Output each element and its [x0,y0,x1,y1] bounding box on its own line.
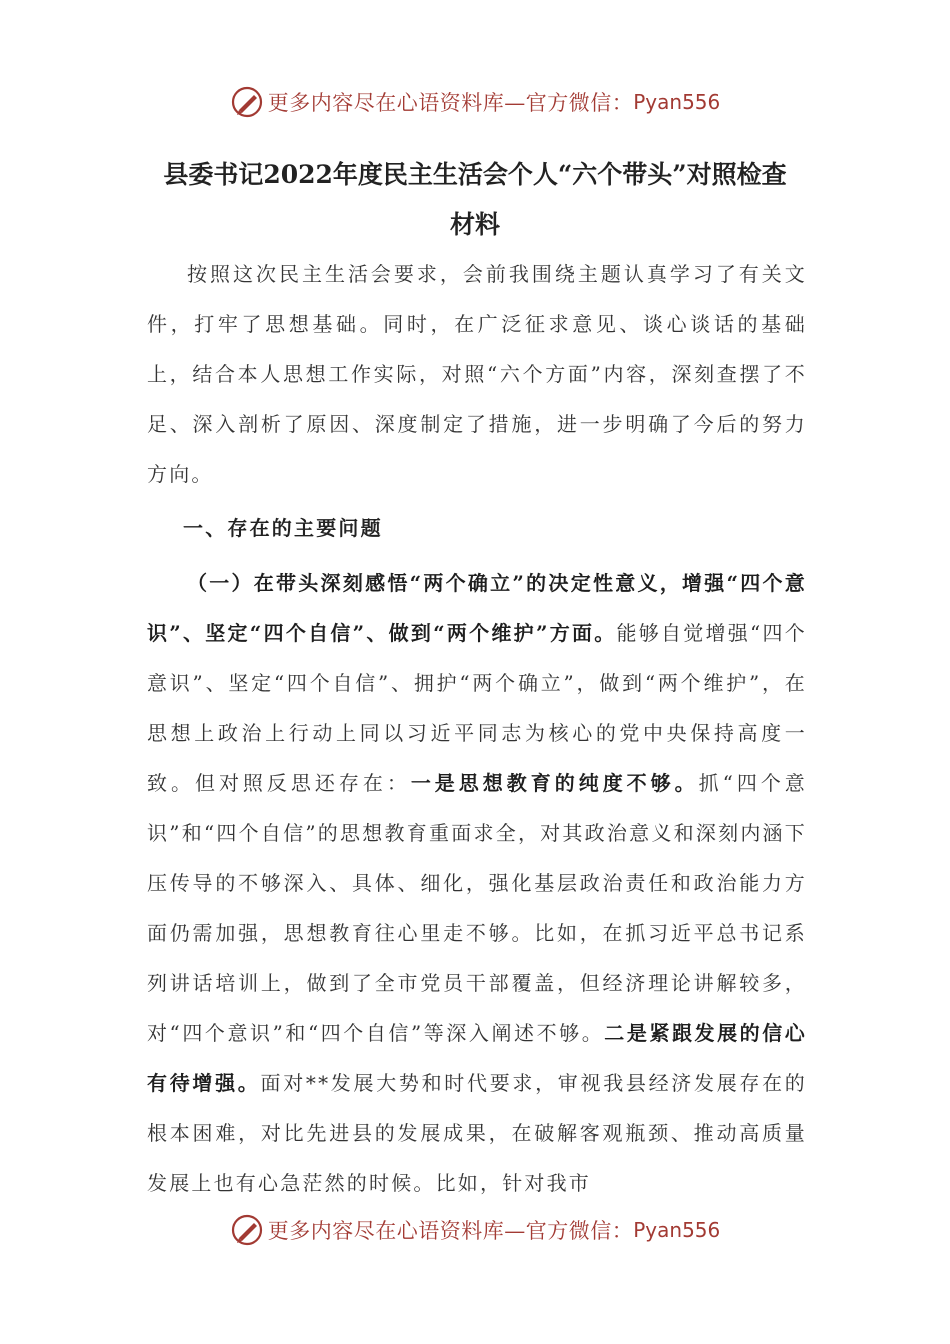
item-1-text: 能够自觉增强“四个意识”、坚定“四个自信”、拥护“两个确立”，做到“两个维护”，在思想上政治上行动上同以习近平同志为核心的党中央保持高度一致。但对照反思还存在： [147,621,808,795]
section-heading-1: 一、存在的主要问题 [183,516,383,540]
intro-paragraph: 按照这次民主生活会要求，会前我围绕主题认真学习了有关文件，打牢了思想基础。同时，在广泛征求意见、谈心谈话的基础上，结合本人思想工作实际，对照“六个方面”内容，深刻查摆了不足、深入剖析了原因、深度制定了措施，进一步明确了今后的努力方向。 [147,262,807,486]
header-watermark-banner [0,80,950,124]
banner-text: 更多内容尽在心语资料库—官方微信： [267,91,634,115]
item-1-paragraph [147,558,807,1208]
document-body [147,249,807,1208]
point-2-heading: 二是紧跟发展的信心有待增强。 [147,1021,807,1095]
title-line-2: 材料 [449,210,500,239]
banner-wechat-id: Pyan556 [633,1218,721,1242]
document-title [110,150,840,250]
pen-logo-icon [230,1213,264,1247]
banner-text: 更多内容尽在心语资料库—官方微信： [267,1219,634,1243]
item-1-heading: （一）在带头深刻感悟“两个确立”的决定性意义，增强“四个意识”、坚定“四个自信”、做到“两个维护”方面。 [147,571,807,645]
footer-watermark-banner [0,1208,950,1252]
title-line-1: 县委书记2022年度民主生活会个人“六个带头”对照检查 [163,160,787,189]
point-1-heading: 一是思想教育的纯度不够。 [410,771,699,795]
point-1-text: 抓“四个意识”和“四个自信”的思想教育重面求全，对其政治意义和深刻内涵下压传导的不够深入、具体、细化，强化基层政治责任和政治能力方面仍需加强，思想教育往心里走不够。比如，在抓习近平总书记系列讲话培训上，做到了全市党员干部覆盖，但经济理论讲解较多，对“四个意识”和“四个自信”等深入阐述不够。 [147,771,807,1045]
banner-wechat-id: Pyan556 [633,90,721,114]
pen-logo-icon [230,85,264,119]
point-2-text: 面对**发展大势和时代要求，审视我县经济发展存在的根本困难，对比先进县的发展成果，在破解客观瓶颈、推动高质量发展上也有心急茫然的时候。比如，针对我市 [147,1071,807,1195]
